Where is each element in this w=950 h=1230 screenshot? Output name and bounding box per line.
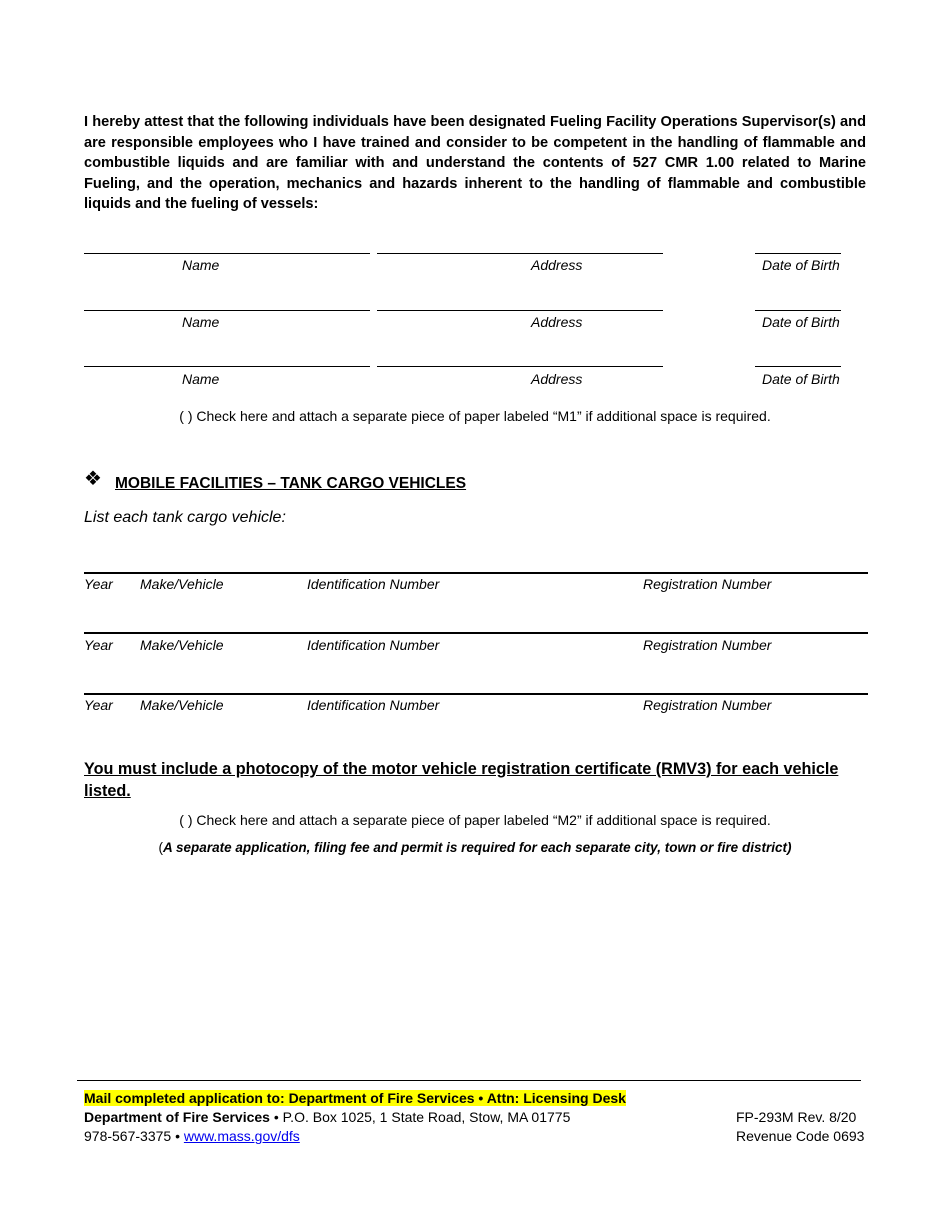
address-label: Address: [531, 257, 583, 273]
year-label: Year: [84, 697, 113, 713]
name-line[interactable]: [84, 366, 370, 367]
year-label: Year: [84, 637, 113, 653]
footer-divider: [77, 1080, 861, 1081]
name-line[interactable]: [84, 310, 370, 311]
dept-address: • P.O. Box 1025, 1 State Road, Stow, MA 01775: [269, 1109, 571, 1125]
registration-label: Registration Number: [643, 576, 772, 592]
note-open-paren: (: [158, 840, 164, 855]
address-line[interactable]: [377, 253, 663, 254]
m2-checkbox-line[interactable]: ( ) Check here and attach a separate piece of paper labeled “M2” if additional space is required.: [179, 812, 771, 828]
registration-label: Registration Number: [643, 697, 772, 713]
vehicle-entry-line[interactable]: [84, 572, 868, 574]
year-label: Year: [84, 576, 113, 592]
m1-checkbox-line[interactable]: ( ) Check here and attach a separate piece of paper labeled “M1” if additional space is required.: [179, 408, 771, 424]
dob-label: Date of Birth: [762, 371, 840, 387]
address-line[interactable]: [377, 366, 663, 367]
address-label: Address: [531, 371, 583, 387]
dob-label: Date of Birth: [762, 314, 840, 330]
id-number-label: Identification Number: [307, 637, 440, 653]
name-label: Name: [182, 257, 220, 273]
website-link[interactable]: www.mass.gov/dfs: [183, 1128, 300, 1144]
revenue-code: Revenue Code 0693: [736, 1128, 865, 1144]
vehicle-entry-line[interactable]: [84, 632, 868, 634]
make-label: Make/Vehicle: [140, 637, 224, 653]
mail-to-line: [84, 1090, 626, 1106]
dob-label: Date of Birth: [762, 257, 840, 273]
dob-line[interactable]: [755, 253, 841, 254]
phone-number: 978-567-3375 •: [84, 1128, 184, 1144]
address-label: Address: [531, 314, 583, 330]
list-vehicles-label: List each tank cargo vehicle:: [84, 509, 286, 526]
section-title: MOBILE FACILITIES – TANK CARGO VEHICLES: [115, 475, 467, 492]
name-label: Name: [182, 371, 220, 387]
name-label: Name: [182, 314, 220, 330]
contact-line: [84, 1128, 300, 1144]
note-text: A separate application, filing fee and permit is required for each separate city, town or fire district): [163, 840, 792, 855]
make-label: Make/Vehicle: [140, 697, 224, 713]
dob-line[interactable]: [755, 310, 841, 311]
registration-label: Registration Number: [643, 637, 772, 653]
make-label: Make/Vehicle: [140, 576, 224, 592]
separate-application-note: [0, 840, 950, 855]
rmv3-notice: You must include a photocopy of the motor vehicle registration certificate (RMV3) for each vehicle listed.: [84, 760, 839, 800]
address-line[interactable]: [377, 310, 663, 311]
name-line[interactable]: [84, 253, 370, 254]
dept-name: Department of Fire Services: [84, 1109, 270, 1125]
id-number-label: Identification Number: [307, 576, 440, 592]
attestation-paragraph: I hereby attest that the following individuals have been designated Fueling Facility Operations Supervisor(s) and are responsible employees who I have trained and consider to be competent in the handling of flammable and combustible liquids and are familiar with and understand the contents of 527 CMR 1.00 related to Marine Fueling, and the operation, mechanics and hazards inherent to the handling of flammable and combustible liquids and the fueling of vessels:: [84, 114, 866, 213]
vehicle-entry-line[interactable]: [84, 693, 868, 695]
form-number: FP-293M Rev. 8/20: [736, 1109, 857, 1125]
mail-to-highlight: Mail completed application to: Department of Fire Services • Attn: Licensing Desk: [84, 1090, 626, 1106]
dob-line[interactable]: [755, 366, 841, 367]
id-number-label: Identification Number: [307, 697, 440, 713]
dept-address-line: [84, 1109, 570, 1125]
diamond-bullet-icon: ❖: [84, 468, 102, 490]
